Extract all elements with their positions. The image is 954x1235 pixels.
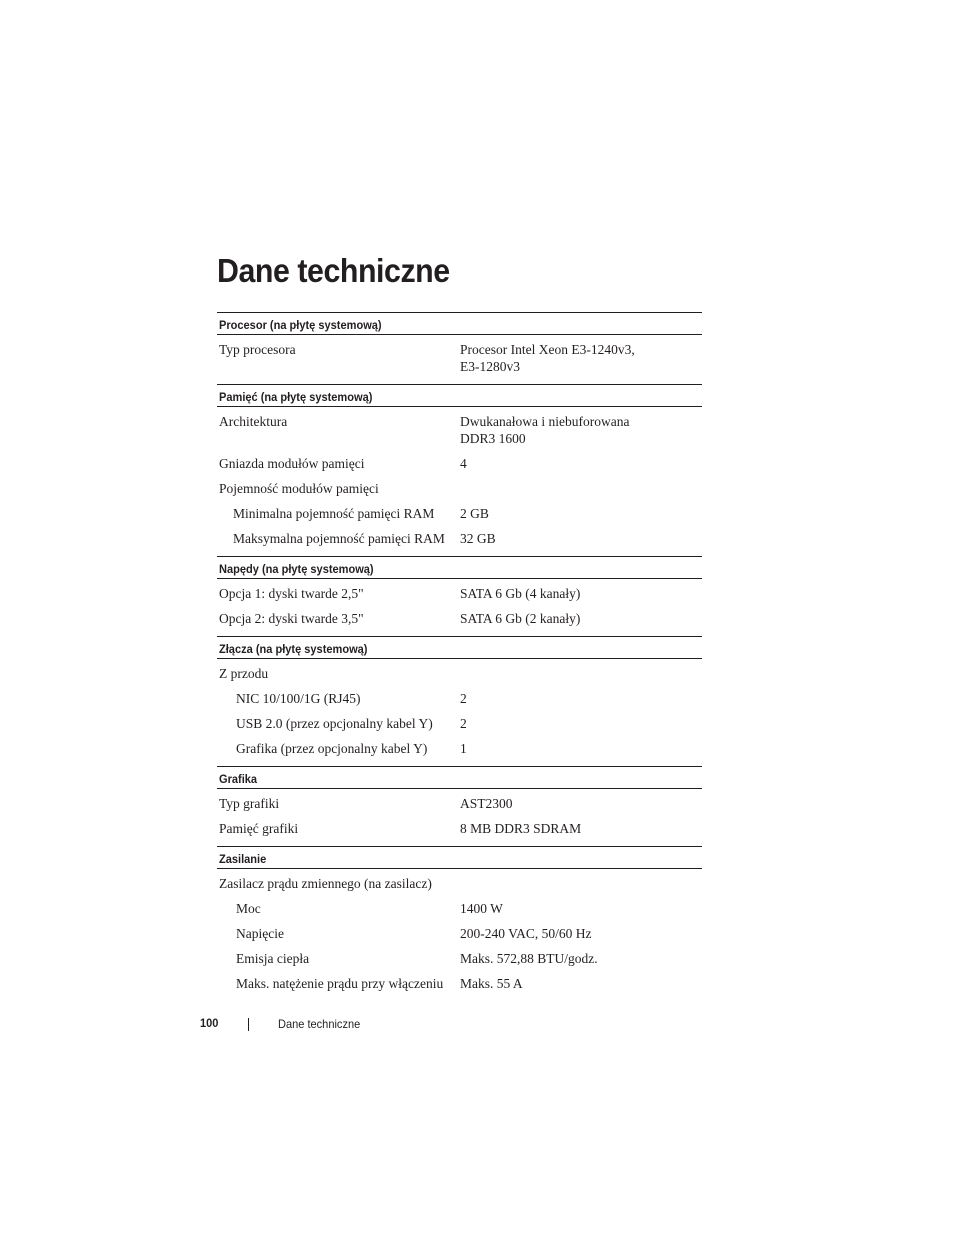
spec-value: Maks. 572,88 BTU/godz. — [460, 951, 598, 966]
spec-label: Z przodu — [219, 666, 269, 681]
section-body — [217, 579, 702, 636]
spec-value — [460, 665, 702, 682]
spec-label: Maksymalna pojemność pamięci RAM — [233, 531, 445, 546]
spec-label: Typ grafiki — [219, 796, 280, 811]
spec-label: Pojemność modułów pamięci — [219, 481, 379, 496]
section-title: Pamięć (na płytę systemową) — [219, 390, 373, 404]
section-body — [217, 407, 702, 556]
spec-row — [217, 816, 702, 841]
section-body — [217, 869, 702, 1001]
section-title: Napędy (na płytę systemową) — [219, 562, 374, 576]
spec-value: 2 GB — [460, 506, 489, 521]
spec-row — [217, 476, 702, 501]
spec-row — [217, 501, 702, 526]
section-header — [217, 766, 702, 789]
spec-value: Dwukanałowa i niebuforowana DDR3 1600 — [460, 414, 630, 446]
spec-row — [217, 971, 702, 996]
spec-row — [217, 921, 702, 946]
spec-label: NIC 10/100/1G (RJ45) — [236, 691, 361, 706]
spec-row — [217, 791, 702, 816]
spec-label: Napięcie — [236, 926, 284, 941]
spec-label: Maks. natężenie prądu przy włączeniu — [236, 976, 444, 991]
section-body — [217, 335, 702, 384]
spec-label: Opcja 2: dyski twarde 3,5" — [219, 611, 364, 626]
section-body — [217, 659, 702, 766]
section-title: Złącza (na płytę systemową) — [219, 642, 368, 656]
spec-value: 4 — [460, 456, 467, 471]
section-title: Procesor (na płytę systemową) — [219, 318, 382, 332]
spec-value: AST2300 — [460, 796, 513, 811]
spec-label: Gniazda modułów pamięci — [219, 456, 365, 471]
spec-row — [217, 409, 702, 451]
spec-label: Moc — [236, 901, 261, 916]
spec-table — [217, 312, 702, 1001]
spec-value: 1 — [460, 741, 467, 756]
spec-label: Opcja 1: dyski twarde 2,5" — [219, 586, 364, 601]
page-number: 100 — [200, 1016, 219, 1030]
spec-value: 2 — [460, 691, 467, 706]
footer-separator — [248, 1018, 249, 1031]
spec-row — [217, 661, 702, 686]
section-header — [217, 556, 702, 579]
spec-row — [217, 526, 702, 551]
spec-row — [217, 946, 702, 971]
section-header — [217, 636, 702, 659]
section-header — [217, 846, 702, 869]
section-header — [217, 384, 702, 407]
spec-label: Minimalna pojemność pamięci RAM — [233, 506, 435, 521]
spec-row — [217, 686, 702, 711]
spec-label: Architektura — [219, 414, 288, 429]
spec-value: 32 GB — [460, 531, 496, 546]
spec-label: Typ procesora — [219, 342, 296, 357]
spec-row — [217, 581, 702, 606]
spec-row — [217, 451, 702, 476]
spec-label: USB 2.0 (przez opcjonalny kabel Y) — [236, 716, 433, 731]
spec-value — [460, 875, 702, 892]
spec-row — [217, 871, 702, 896]
section-body — [217, 789, 702, 846]
section-title: Zasilanie — [219, 852, 267, 866]
spec-label: Pamięć grafiki — [219, 821, 299, 836]
spec-value: SATA 6 Gb (2 kanały) — [460, 611, 581, 626]
spec-value: SATA 6 Gb (4 kanały) — [460, 586, 581, 601]
spec-value: 200-240 VAC, 50/60 Hz — [460, 926, 592, 941]
spec-value: 2 — [460, 716, 467, 731]
spec-row — [217, 736, 702, 761]
section-title: Grafika — [219, 772, 258, 786]
spec-row — [217, 711, 702, 736]
spec-value: 8 MB DDR3 SDRAM — [460, 821, 582, 836]
spec-label: Emisja ciepła — [236, 951, 310, 966]
spec-value: 1400 W — [460, 901, 503, 916]
section-header — [217, 312, 702, 335]
spec-row — [217, 337, 702, 379]
spec-row — [217, 606, 702, 631]
page-title: Dane techniczne — [217, 252, 450, 289]
spec-row — [217, 896, 702, 921]
spec-label: Grafika (przez opcjonalny kabel Y) — [236, 741, 428, 756]
spec-value — [460, 480, 702, 497]
spec-value: Procesor Intel Xeon E3-1240v3, E3-1280v3 — [460, 342, 635, 374]
footer-section-name: Dane techniczne — [278, 1017, 361, 1031]
spec-label: Zasilacz prądu zmiennego (na zasilacz) — [219, 876, 432, 891]
spec-value: Maks. 55 A — [460, 976, 523, 991]
